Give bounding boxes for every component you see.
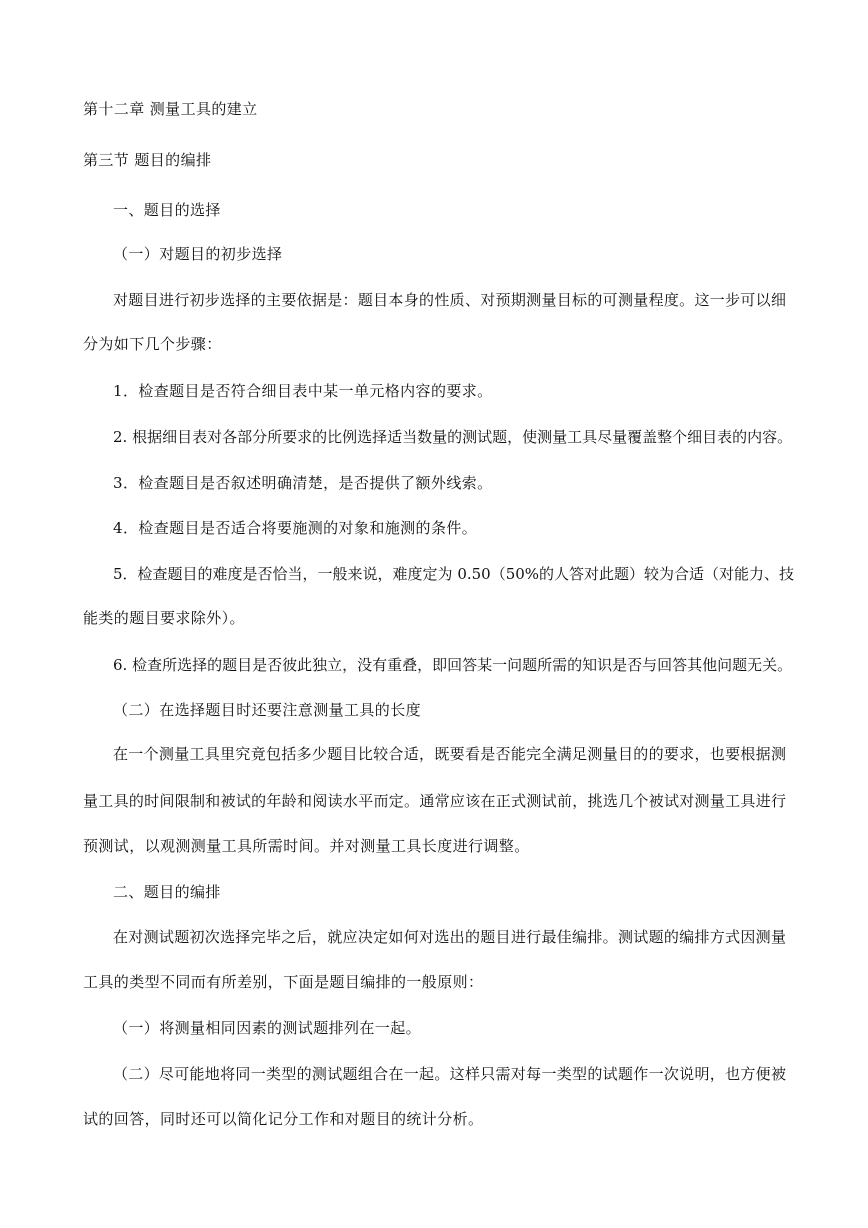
list-item: 3．检查题目是否叙述明确清楚，是否提供了额外线索。	[113, 474, 493, 492]
paragraph-line: 量工具的时间限制和被试的年龄和阅读水平而定。通常应该在正式测试前，挑选几个被试对测量工具进行	[83, 792, 786, 810]
heading-question-arrangement: 二、题目的编排	[113, 883, 221, 901]
list-item: 6. 检查所选择的题目是否彼此独立，没有重叠，即回答某一问题所需的知识是否与回答其他问题无关。	[113, 656, 793, 674]
paragraph-line: 预测试，以观测测量工具所需时间。并对测量工具长度进行调整。	[83, 837, 530, 855]
rule-item: （一）将测量相同因素的测试题排列在一起。	[113, 1019, 422, 1037]
subheading-test-length: （二）在选择题目时还要注意测量工具的长度	[113, 701, 422, 719]
rule-item: （二）尽可能地将同一类型的测试题组合在一起。这样只需对每一类型的试题作一次说明，也方便被	[113, 1065, 786, 1083]
paragraph-line: 分为如下几个步骤：	[83, 335, 222, 353]
list-item-continuation: 能类的题目要求除外）。	[83, 609, 245, 627]
heading-question-selection: 一、题目的选择	[113, 201, 221, 219]
paragraph-line: 在一个测量工具里究竟包括多少题目比较合适，既要看是否能完全满足测量目的的要求，也要根据测	[113, 745, 786, 763]
paragraph-line: 对题目进行初步选择的主要依据是：题目本身的性质、对预期测量目标的可测量程度。这一步可以细	[113, 291, 786, 309]
list-item: 2. 根据细目表对各部分所要求的比例选择适当数量的测试题，使测量工具尽量覆盖整个细目表的内容。	[113, 428, 793, 446]
chapter-title: 第十二章 测量工具的建立	[83, 100, 258, 118]
subheading-initial-selection: （一）对题目的初步选择	[113, 245, 283, 263]
list-item: 4．检查题目是否适合将要施测的对象和施测的条件。	[113, 519, 478, 537]
list-item: 5．检查题目的难度是否恰当，一般来说，难度定为 0.50（50%的人答对此题）较为合适（对能力、技	[113, 565, 795, 583]
paragraph-line: 工具的类型不同而有所差别，下面是题目编排的一般原则：	[83, 973, 484, 991]
list-item: 1．检查题目是否符合细目表中某一单元格内容的要求。	[113, 382, 493, 400]
rule-item-continuation: 试的回答，同时还可以简化记分工作和对题目的统计分析。	[83, 1110, 484, 1128]
section-title: 第三节 题目的编排	[83, 151, 212, 169]
paragraph-line: 在对测试题初次选择完毕之后，就应决定如何对选出的题目进行最佳编排。测试题的编排方式因测量	[113, 928, 786, 946]
